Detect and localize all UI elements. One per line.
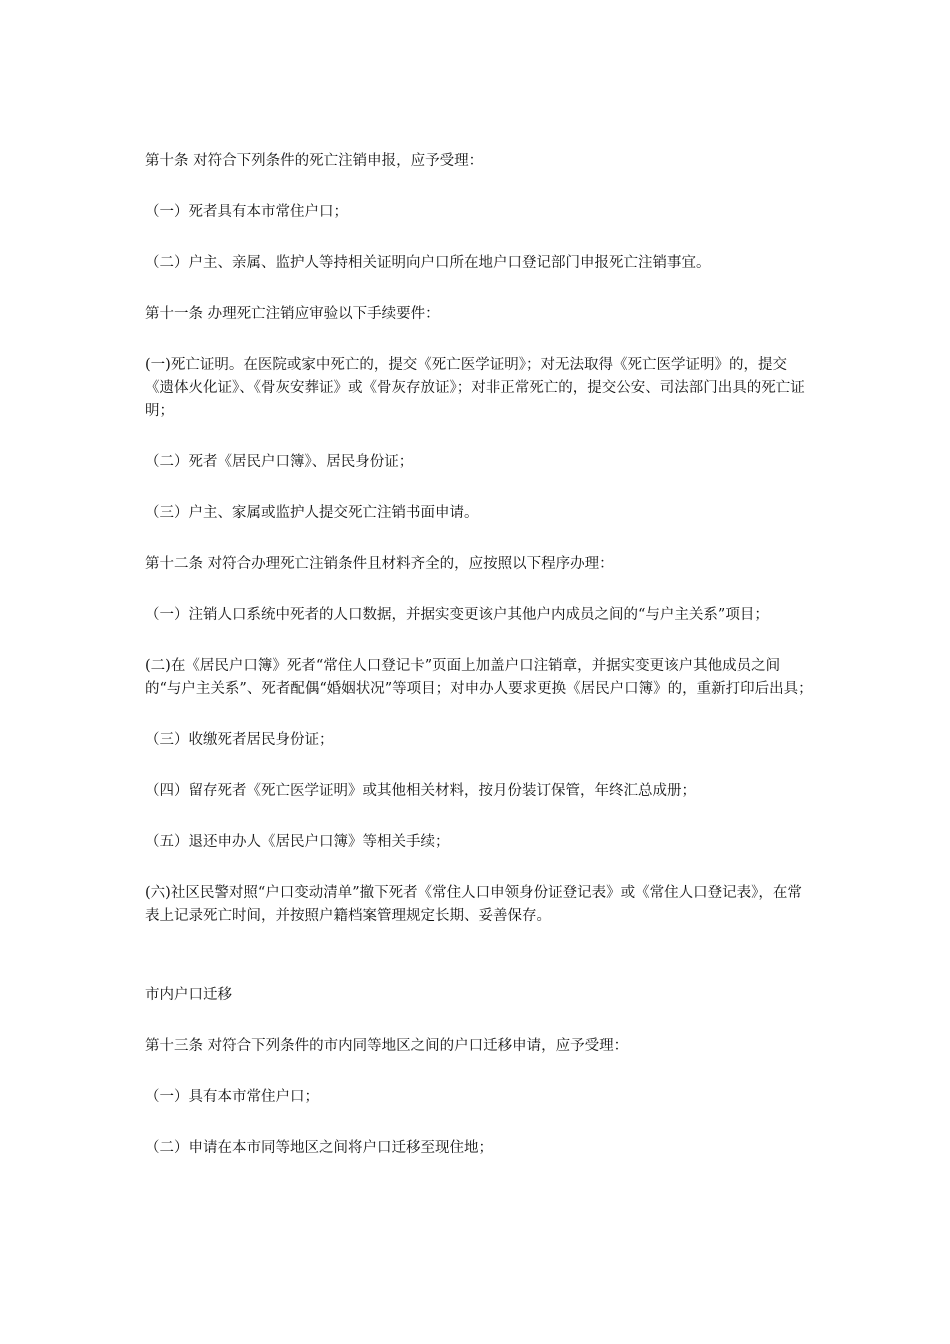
article-13-item-1: （一）具有本市常住户口；	[145, 1089, 319, 1105]
article-12-item-4: （四）留存死者《死亡医学证明》或其他相关材料，按月份装订保管，年终汇总成册；	[145, 783, 696, 799]
article-12-item-1: （一）注销人口系统中死者的人口数据，并据实变更该户其他户内成员之间的“与户主关系”项目；	[145, 607, 769, 623]
article-10-item-2: （二）户主、亲属、监护人等持相关证明向户口所在地户口登记部门申报死亡注销事宜。	[145, 255, 711, 271]
article-12-item-6: (六)社区民警对照“户口变动清单”撤下死者《常住人口申领身份证登记表》或《常住人口登记表》，在常表上记录死亡时间，并按照户籍档案管理规定长期、妥善保存。	[145, 885, 802, 924]
article-11-item-1: (一)死亡证明。在医院或家中死亡的，提交《死亡医学证明》；对无法取得《死亡医学证明》的，提交《遗体火化证》、《骨灰安葬证》或《骨灰存放证》；对非正常死亡的，提交公安、司法部门出具的死亡证明；	[145, 357, 805, 419]
article-11-heading: 第十一条 办理死亡注销应审验以下手续要件：	[145, 306, 440, 322]
article-13-heading: 第十三条 对符合下列条件的市内同等地区之间的户口迁移申请，应予受理：	[145, 1038, 629, 1054]
article-11-item-3: （三）户主、家属或监护人提交死亡注销书面申请。	[145, 505, 479, 521]
document-body	[145, 150, 815, 1188]
article-11-item-2: （二）死者《居民户口簿》、居民身份证；	[145, 454, 414, 470]
article-10-heading: 第十条 对符合下列条件的死亡注销申报，应予受理：	[145, 153, 484, 169]
article-13-item-2: （二）申请在本市同等地区之间将户口迁移至现住地；	[145, 1140, 493, 1156]
section-title: 市内户口迁移	[145, 987, 232, 1003]
article-12-heading: 第十二条 对符合办理死亡注销条件且材料齐全的，应按照以下程序办理：	[145, 556, 614, 572]
article-10-item-1: （一）死者具有本市常住户口；	[145, 204, 348, 220]
article-12-item-5: （五）退还申办人《居民户口簿》等相关手续；	[145, 834, 450, 850]
article-12-item-2: (二)在《居民户口簿》死者“常住人口登记卡”页面上加盖户口注销章，并据实变更该户其他成员之间的“与户主关系”、死者配偶“婚姻状况”等项目；对申办人要求更换《居民户口簿》的，重新打印后出具；	[145, 658, 813, 697]
article-12-item-3: （三）收缴死者居民身份证；	[145, 732, 334, 748]
